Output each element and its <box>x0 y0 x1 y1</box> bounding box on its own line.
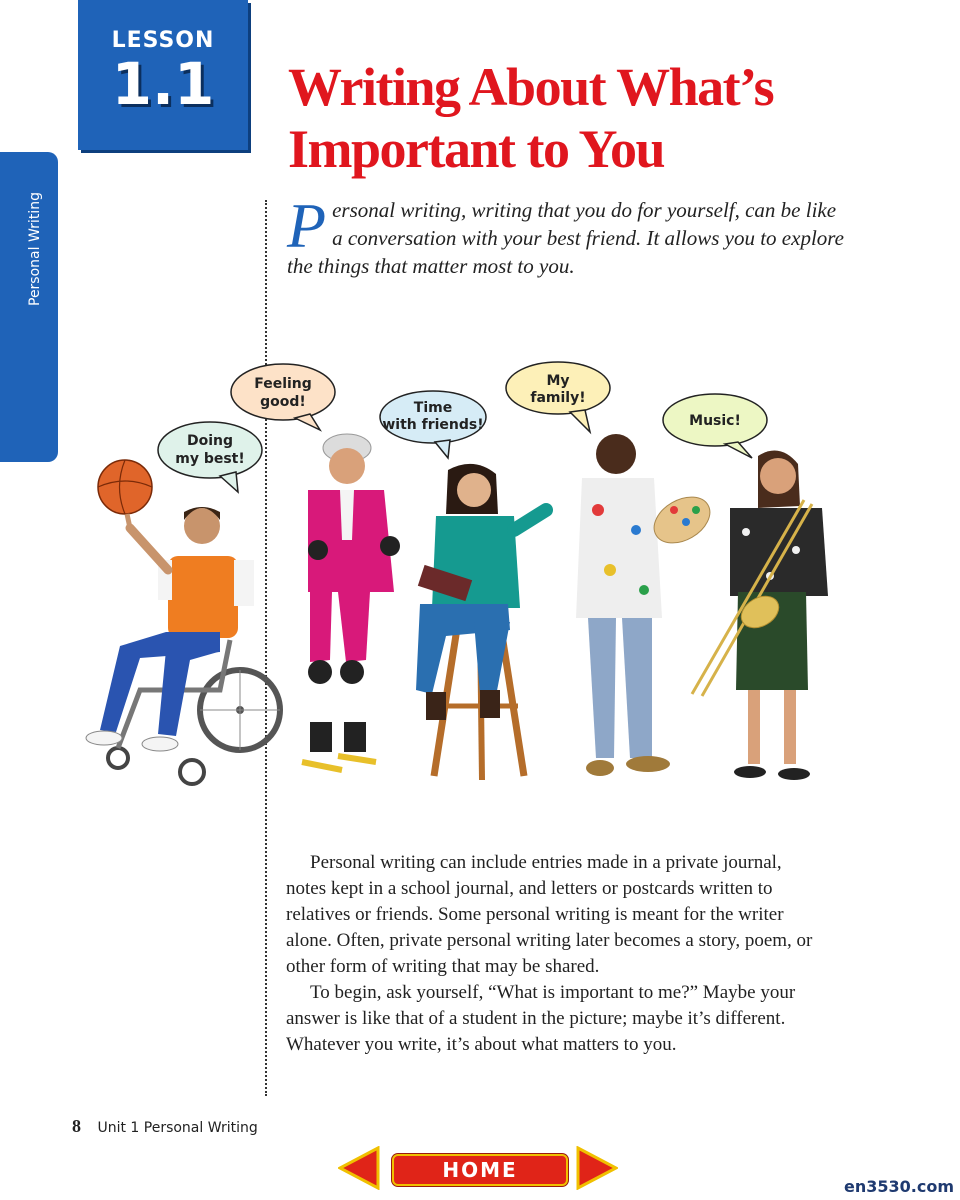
drop-cap: P <box>287 190 327 261</box>
basketball-icon <box>98 460 152 528</box>
bubble-line1: Time <box>413 400 453 416</box>
home-button[interactable]: HOME <box>392 1154 568 1186</box>
page-number: 8 <box>72 1116 81 1136</box>
bubble-line1: My <box>546 373 570 389</box>
lesson-number: 1.1 <box>111 50 215 118</box>
watermark: en3530.com <box>844 1177 954 1196</box>
speech-bubble <box>663 394 767 458</box>
side-tab-label: Personal Writing <box>27 192 43 306</box>
lesson-badge <box>78 0 248 150</box>
bubble-line2: family! <box>530 390 586 406</box>
speech-bubble <box>231 364 335 430</box>
footer-unit-label: Unit 1 Personal Writing <box>97 1120 258 1136</box>
page-title: Writing About What’s Important to You <box>288 57 774 179</box>
bubble-line1: Feeling <box>254 376 312 392</box>
intro-paragraph <box>287 190 847 280</box>
prev-arrow-icon[interactable] <box>338 1146 380 1190</box>
speech-bubble <box>506 362 610 432</box>
body-paragraph: Personal writing can include entries made in a private journal, notes kept in a school journal, and letters or postcards written to relatives or friends. Some personal writing is meant for the writer alone. Often, private personal writing later becomes a story, poem, or other form of writing that may be shared. <box>286 852 813 977</box>
bubble-line2: my best! <box>175 451 245 467</box>
student-painter <box>576 434 718 776</box>
intro-text: ersonal writing, writing that you do for yourself, can be like a conversation with your best friend. It allows you to explore the things that matter most to you. <box>287 198 844 278</box>
speech-bubble <box>380 391 486 458</box>
student-stool <box>416 464 546 780</box>
page-footer <box>72 1116 258 1137</box>
bubble-line2: with friends! <box>382 417 484 433</box>
lesson-label: LESSON <box>111 28 215 53</box>
bubble-line1: Doing <box>186 433 234 449</box>
student-wheelchair <box>86 507 280 784</box>
students-illustration <box>70 360 830 800</box>
speech-bubble <box>158 422 262 492</box>
student-trombone <box>692 451 828 780</box>
page-navigation <box>338 1146 618 1190</box>
body-paragraph: To begin, ask yourself, “What is important to me?” Maybe your answer is like that of a student in the picture; maybe it’s different. Whatever you write, it’s about what matters to you. <box>286 982 796 1055</box>
next-arrow-icon[interactable] <box>576 1146 618 1190</box>
bubble-line1: Music! <box>689 413 741 429</box>
student-skater <box>302 434 400 770</box>
bubble-line2: good! <box>260 394 306 410</box>
body-text <box>286 850 826 1058</box>
